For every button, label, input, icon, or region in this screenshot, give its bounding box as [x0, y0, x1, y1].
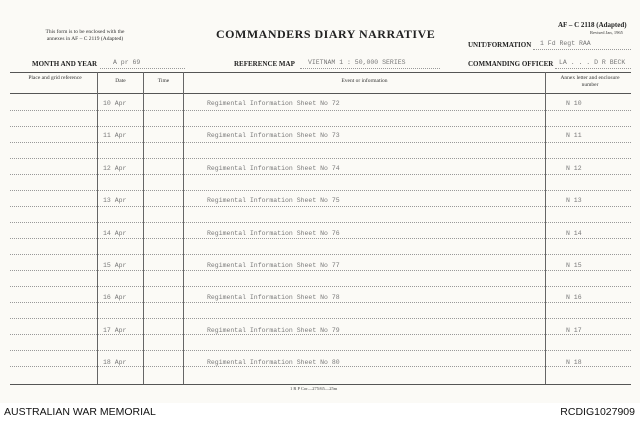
column-divider-event: [545, 72, 546, 384]
month-year-value: A pr 69: [113, 59, 141, 66]
column-header-place: Place and grid reference: [28, 75, 82, 81]
table-header-rule: [10, 93, 631, 94]
entry-annex: N 11: [566, 132, 582, 139]
row-rule: [10, 302, 631, 303]
column-header-event: Event or information: [341, 78, 388, 84]
table-top-rule: [10, 72, 631, 73]
entry-annex: N 15: [566, 262, 582, 269]
archive-footer: [0, 403, 640, 421]
entry-date: 14 Apr: [103, 230, 127, 237]
row-rule: [10, 350, 631, 351]
row-rule: [10, 270, 631, 271]
entry-date: 17 Apr: [103, 327, 127, 334]
column-header-annex: Annex letter and enclosure number: [560, 75, 620, 88]
row-rule: [10, 110, 631, 111]
row-rule: [10, 286, 631, 287]
row-rule: [10, 190, 631, 191]
unit-formation-label: UNIT/FORMATION: [468, 41, 532, 49]
entry-annex: N 12: [566, 165, 582, 172]
month-year-label: MONTH AND YEAR: [32, 60, 98, 68]
entry-event: Regimental Information Sheet No 72: [207, 100, 340, 107]
unit-formation-value: 1 Fd Regt RAA: [540, 40, 591, 47]
entry-event: Regimental Information Sheet No 78: [207, 294, 340, 301]
entry-event: Regimental Information Sheet No 75: [207, 197, 340, 204]
commanding-officer-value: LA . . . D R BECK: [559, 59, 626, 66]
form-code: AF – C 2118 (Adapted): [558, 21, 627, 29]
entry-date: 18 Apr: [103, 359, 127, 366]
row-rule: [10, 174, 631, 175]
row-rule: [10, 222, 631, 223]
reference-map-label: REFERENCE MAP: [234, 60, 295, 68]
row-rule: [10, 142, 631, 143]
entry-event: Regimental Information Sheet No 76: [207, 230, 340, 237]
entry-annex: N 14: [566, 230, 582, 237]
entry-annex: N 18: [566, 359, 582, 366]
entry-event: Regimental Information Sheet No 79: [207, 327, 340, 334]
entry-date: 16 Apr: [103, 294, 127, 301]
entry-annex: N 16: [566, 294, 582, 301]
entry-event: Regimental Information Sheet No 80: [207, 359, 340, 366]
entry-annex: N 13: [566, 197, 582, 204]
archive-record-id: RCDIG1027909: [560, 406, 635, 418]
commanding-officer-label: COMMANDING OFFICER: [468, 60, 554, 68]
form-enclosure-note: [30, 29, 140, 43]
column-divider-place: [97, 72, 98, 384]
form-note-line-1: This form is to be enclosed with the: [45, 29, 125, 35]
entry-date: 10 Apr: [103, 100, 127, 107]
column-header-date: Date: [115, 78, 126, 84]
entry-annex: N 10: [566, 100, 582, 107]
row-rule: [10, 206, 631, 207]
row-rule: [10, 126, 631, 127]
row-rule: [10, 334, 631, 335]
column-divider-date: [143, 72, 144, 384]
form-title: COMMANDERS DIARY NARRATIVE: [216, 27, 436, 41]
entry-date: 15 Apr: [103, 262, 127, 269]
archive-credit: AUSTRALIAN WAR MEMORIAL: [4, 406, 156, 418]
entry-date: 11 Apr: [103, 132, 127, 139]
table-bottom-rule: [10, 384, 631, 385]
entry-event: Regimental Information Sheet No 74: [207, 165, 340, 172]
reference-map-value: VIETNAM 1 : 50,000 SERIES: [308, 59, 406, 66]
entry-event: Regimental Information Sheet No 73: [207, 132, 340, 139]
column-header-time: Time: [157, 78, 170, 84]
row-rule: [10, 238, 631, 239]
row-rule: [10, 366, 631, 367]
printer-imprint: 1 R P Cor—275/65—25m: [290, 386, 338, 391]
entry-annex: N 17: [566, 327, 582, 334]
row-rule: [10, 254, 631, 255]
column-divider-time: [183, 72, 184, 384]
entry-event: Regimental Information Sheet No 77: [207, 262, 340, 269]
entry-date: 13 Apr: [103, 197, 127, 204]
form-note-line-2: annexes in AF – C 2119 (Adapted): [46, 36, 124, 42]
entry-date: 12 Apr: [103, 165, 127, 172]
form-revised-date: Revised Jan, 1965: [590, 30, 623, 35]
row-rule: [10, 158, 631, 159]
row-rule: [10, 318, 631, 319]
